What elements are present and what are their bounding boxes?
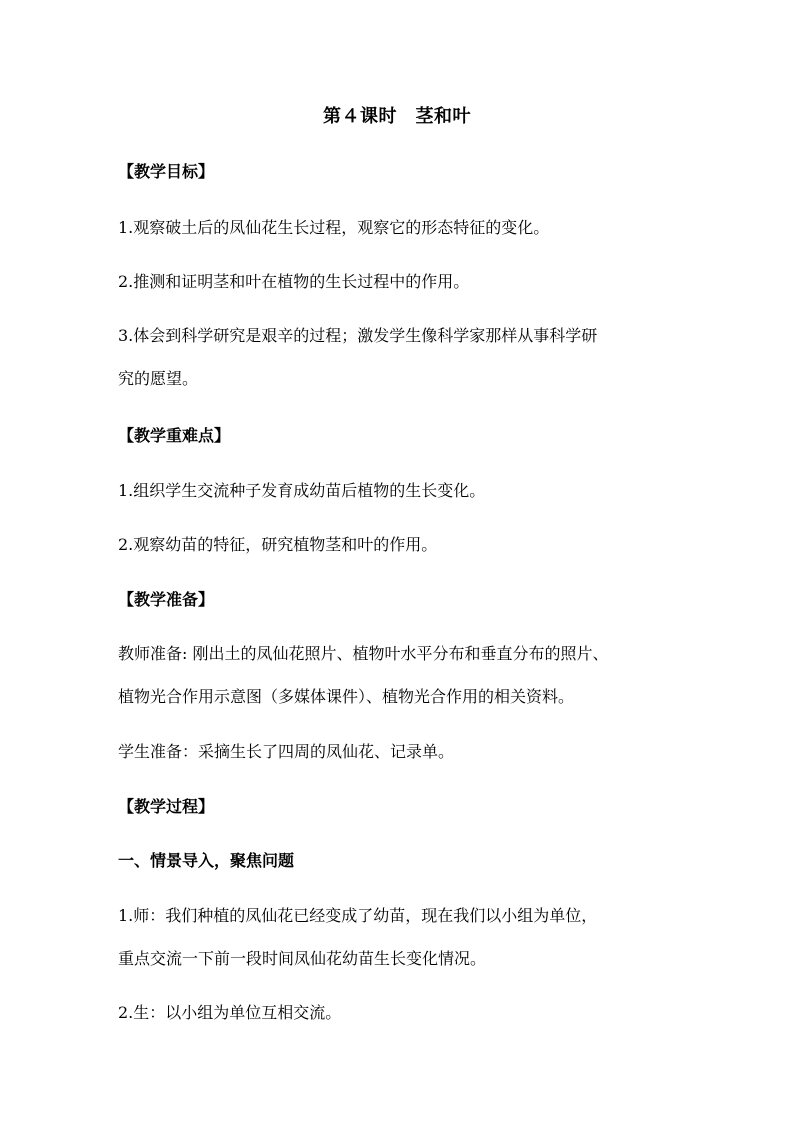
objective-item-3: 3.体会到科学研究是艰辛的过程；激发学生像科学家那样从事科学研 <box>118 326 598 345</box>
objective-item-1: 1.观察破土后的凤仙花生长过程，观察它的形态特征的变化。 <box>118 218 550 237</box>
objective-item-3-continued: 究的愿望。 <box>118 369 199 388</box>
key-point-item-2: 2.观察幼苗的特征，研究植物茎和叶的作用。 <box>118 535 438 554</box>
process-subheading: 一、情景导入，聚焦问题 <box>118 851 295 870</box>
student-preparation: 学生准备：采摘生长了四周的凤仙花、记录单。 <box>118 742 455 761</box>
teacher-preparation-line-1: 教师准备: 刚出土的凤仙花照片、植物叶水平分布和垂直分布的照片、 <box>118 644 609 663</box>
process-step-1-line-1: 1.师：我们种植的凤仙花已经变成了幼苗，现在我们以小组为单位， <box>118 906 598 925</box>
process-step-1-line-2: 重点交流一下前一段时间凤仙花幼苗生长变化情况。 <box>118 949 487 968</box>
lesson-title: 第４课时 茎和叶 <box>323 106 471 127</box>
objective-item-2: 2.推测和证明茎和叶在植物的生长过程中的作用。 <box>118 272 470 291</box>
key-points-heading: 【教学重难点】 <box>118 426 231 445</box>
objectives-heading: 【教学目标】 <box>118 162 215 181</box>
process-step-2: 2.生：以小组为单位互相交流。 <box>118 1003 342 1022</box>
process-heading: 【教学过程】 <box>118 797 215 816</box>
key-point-item-1: 1.组织学生交流种子发育成幼苗后植物的生长变化。 <box>118 481 486 500</box>
preparation-heading: 【教学准备】 <box>118 590 215 609</box>
teacher-preparation-line-2: 植物光合作用示意图（多媒体课件）、植物光合作用的相关资料。 <box>118 687 575 706</box>
